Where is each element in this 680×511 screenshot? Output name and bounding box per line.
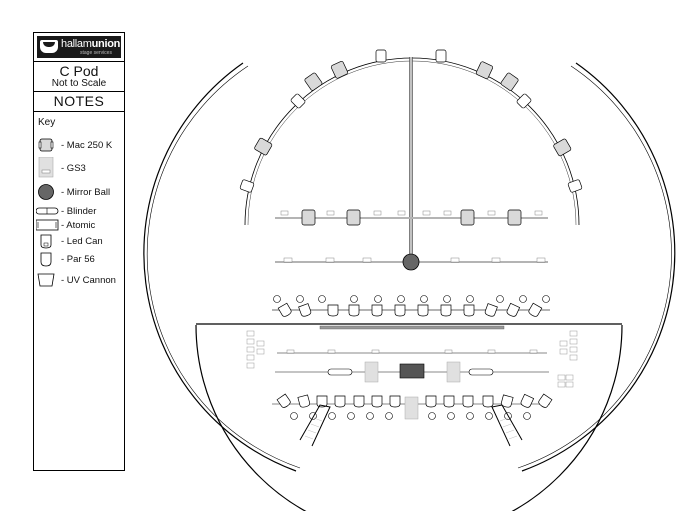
mac-250k-icon bbox=[331, 61, 349, 79]
key-label: - Mac 250 K bbox=[61, 140, 113, 151]
par-56-icon bbox=[520, 394, 534, 408]
gs3-icon bbox=[405, 397, 418, 419]
par-56-icon bbox=[354, 396, 364, 407]
pod-title: C Pod bbox=[59, 63, 99, 79]
right-rack bbox=[558, 331, 577, 387]
left-rack bbox=[247, 331, 264, 368]
par-56-icon bbox=[335, 396, 345, 407]
mirror-ball-icon bbox=[403, 254, 419, 270]
par-56-icon bbox=[528, 303, 542, 318]
key-label: - Atomic bbox=[61, 220, 96, 231]
led-can-icon bbox=[290, 93, 306, 109]
key-label: - GS3 bbox=[61, 163, 86, 174]
gs3-icon bbox=[365, 362, 378, 382]
logo-brand-b: union bbox=[91, 38, 121, 50]
par-56-icon bbox=[463, 396, 473, 407]
par-56-icon bbox=[537, 394, 552, 409]
led-can-icon bbox=[376, 50, 386, 62]
mac-250k-icon bbox=[254, 137, 273, 155]
stage-wing-hatching bbox=[305, 418, 517, 439]
par-56-icon bbox=[418, 305, 428, 316]
key-label: - Led Can bbox=[61, 236, 103, 247]
led-can-icon bbox=[436, 50, 446, 62]
blinder-icon bbox=[328, 369, 352, 375]
par-56-icon bbox=[277, 394, 292, 409]
par-56-icon bbox=[483, 396, 493, 407]
mac-250k-icon bbox=[553, 138, 572, 156]
key-label: - Par 56 bbox=[61, 254, 95, 265]
par-56-icon bbox=[328, 305, 338, 316]
key-label: - UV Cannon bbox=[61, 275, 116, 286]
notes-heading: NOTES bbox=[53, 93, 105, 109]
truss-bar-2 bbox=[275, 254, 548, 270]
mac-250k-icon bbox=[302, 210, 315, 225]
led-can-icon bbox=[240, 179, 255, 193]
scale-note: Not to Scale bbox=[51, 78, 107, 89]
led-can-icon bbox=[568, 179, 583, 193]
mac-250k-icon bbox=[476, 61, 494, 79]
key-label: - Mirror Ball bbox=[61, 187, 111, 198]
logo-tagline: stage services bbox=[80, 50, 112, 56]
par-56-icon bbox=[372, 396, 382, 407]
par-56-icon bbox=[464, 305, 474, 316]
room-wall-left bbox=[144, 63, 296, 471]
par-56-icon bbox=[506, 303, 520, 317]
mac-250k-icon bbox=[461, 210, 474, 225]
mac-250k-icon bbox=[304, 72, 323, 91]
stage-bar-a bbox=[277, 350, 547, 353]
par-56-icon bbox=[484, 304, 497, 318]
par-56-icon bbox=[441, 305, 451, 316]
front-truss bbox=[272, 296, 550, 318]
par-56-icon bbox=[390, 396, 400, 407]
logo-brand-a: hallam bbox=[61, 38, 92, 50]
par-56-icon bbox=[298, 395, 311, 408]
par-56-icon bbox=[278, 303, 292, 318]
key-label: - Blinder bbox=[61, 206, 97, 217]
par-56-icon bbox=[444, 396, 454, 407]
mac-250k-icon bbox=[347, 210, 360, 225]
par-56-icon bbox=[299, 304, 312, 318]
par-56-icon bbox=[372, 305, 382, 316]
par-56-icon bbox=[349, 305, 359, 316]
par-56-icon bbox=[426, 396, 436, 407]
gs3-icon bbox=[447, 362, 460, 382]
centre-unit bbox=[400, 364, 424, 378]
room-wall-right-inner bbox=[518, 66, 671, 468]
mac-250k-icon bbox=[508, 210, 521, 225]
par-56-icon bbox=[395, 305, 405, 316]
projection-screen bbox=[320, 326, 504, 329]
key-heading: Key bbox=[38, 117, 56, 128]
stage-bar-b bbox=[275, 362, 549, 382]
blinder-icon bbox=[469, 369, 493, 375]
